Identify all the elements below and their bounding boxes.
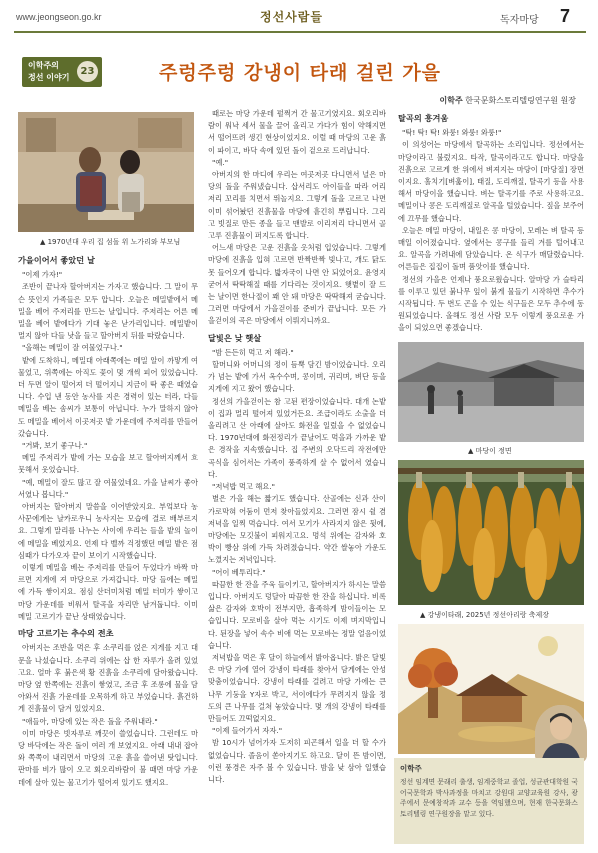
paragraph: "저녁밥 먹고 해요." xyxy=(212,482,276,492)
article-title: 주렁주렁 강냉이 타래 걸린 가을 xyxy=(158,62,442,84)
author-portrait xyxy=(535,705,587,763)
paragraph: 이렇게 메밀을 베는 주저리를 만들어 두었다가 바짝 마르면 지게에 져 마당으로 가져갑니다. 마당 들에는 메밀에 가득 쌓이지요. 점심 산더미처럼 메밀 터미가 쌓이고 마당 가운데를 비워서 탈곡을 자리만 남겨둡니다. 이미 메밀 고르기가 끝난 상태였습니다. xyxy=(18,563,198,621)
paragraph: "올해는 메밀이 잘 여물었구나." xyxy=(22,343,123,353)
section-heading: 탈곡의 흥겨움 xyxy=(398,113,449,123)
series-badge-line1: 이학주의 xyxy=(28,61,59,70)
paragraph: "애들아, 마당에 있는 작은 돌을 주워내라." xyxy=(22,716,158,726)
yard-photo xyxy=(398,342,584,442)
series-badge-line2: 정선 이야기 xyxy=(28,73,70,82)
article-column-3 xyxy=(398,108,584,335)
article-column-1 xyxy=(18,250,198,789)
series-badge xyxy=(22,57,102,87)
paragraph: 밭에 도착하니, 메밀대 아래쪽에는 메밀 알이 까맣게 여물었고, 위쪽에는 아직도 꽃이 몇 개씩 피어 있었습니다. 더 두면 알이 떨어져 더 떨어지니 지금이 딱 좋은 때였습니다. 수입 낸 동안 농사를 지은 경력이 있는 터라, 다들 메밀을 베는 솜씨가 보통이 아닙니다. 누가 말하지 않아도 메밀을 베어서 이곳저곳 밭 가운데에 주저리를 만들어 갔습니다. xyxy=(18,355,198,438)
author-profile-name: 이학주 xyxy=(400,764,422,773)
paragraph: 아버지는 조반을 먹은 후 소쿠리를 얹은 지게를 지고 대문을 나섰습니다. 소쿠리 위에는 삽 한 자루가 올려 있었고요. 얼마 후 붉은색 황 진흙을 소쿠리에 담아왔습니다. 마당 옆 한쪽에는 진흙이 쌓였고, 조금 후 조롱에 물을 담아와서 진흙 가운데를 오목하게 하고 부었습니다. 흙건하게 진흙물이 담겨 있었지요. xyxy=(18,643,198,714)
article-column-2 xyxy=(208,108,386,786)
couple-photo-caption: ▲ 1970년대 우리 집 섬돌 위 노가리와 부모님 xyxy=(40,238,181,246)
author-portrait-image xyxy=(535,705,587,763)
paragraph: 정선의 가을은 언제나 풍요로웠습니다. 알마당 가 슬타리를 이루고 있던 붉나무 잎이 붉게 물들기 시작하면 추수가 시작됩니다. 두 번도 곤을 수 있는 식구들은 모두 추수에 동원되었습니다. 올해도 정선 사람 모두 이렇게 풍요로운 가을이 되었으면 좋겠습니다. xyxy=(398,274,584,333)
series-number: 23 xyxy=(77,61,98,82)
yard-photo-image xyxy=(398,342,584,442)
paragraph: 때로는 마당 가운데 펄쩍거 간 물고기였지요. 회오리바람이 워낙 세서 물을 끌어 올리고 가다가 힘이 약해지면서 떨어뜨려 생긴 현상이었지요. 이럴 때 마당의 고운 흙이 파이고, 바닥 속에 있던 돌이 겉으로 드러납니다. xyxy=(208,109,386,155)
section-heading: 달빛은 낮 햇살 xyxy=(208,332,262,343)
paragraph: 아버지는 할아버지 말씀을 이어받았지요. 부엌보다 농사꾼에게는 날카로우니 농사지는 모습에 결로 배부르지요. 그렇게 말리를 나누는 사이에 우리는 들을 밭의 놀이에 메밀을 베었지요. 언제 다 벨까 걱정했던 메밀 밭은 점심때가 다가오자 끝이 보이기 시작했습니다. xyxy=(18,502,198,560)
paragraph: 할머니와 어머니의 정이 듬뿍 담긴 밤이었습니다. 오리가 넘는 밭에 가서 옥수수며, 콩이며, 귀리며, 벼단 등을 지게에 지고 왔어 했습니다. xyxy=(208,360,386,394)
paragraph: "밤 든든히 먹고 저 해라." xyxy=(212,347,294,357)
author-name: 이학주 xyxy=(439,96,463,105)
section-heading: 마당 고르기는 추수의 전초 xyxy=(18,628,114,639)
paragraph: 어느새 마당은 고운 진흙을 옷처럼 입었습니다. 그렇게 마당에 진흙을 입혀 고르면 반짝반짝 빛나고, 개도 닭도 못 들어오게 합니다. 밟자국이 나면 안 되었어요. 윤영지 굳어서 딱딱해질 때를 기다리는 것이지요. 햇볕이 잘 드는 날이면 한나절이 꽤 안 돼 마당은 딱딱해져 굳습니다. 그러면 마당에서 가을걷이를 준비가 끝납니다. 모든 가을걷이의 곡은 마당에서 이뤄지니까요. xyxy=(208,243,386,326)
paragraph: "이제 가자!" xyxy=(22,270,63,280)
paragraph: 따끔한 한 잔을 주욱 들이키고, 할아버지가 하시는 말씀입니다. 아버지도 덩달아 따끔한 한 잔을 하십니다. 비록 삶은 감자와 호박이 전부지만, 흡족하게 밤이들이는 모습입니다. 모로비을 살아 먹는 시기도 이제 며지막입니다. 된장을 넣어 속수 비애 먹는 모로바는 정말 얼음이었습니다. xyxy=(208,579,386,650)
paragraph: 밤 10시가 넘어가자 도저히 피곤해서 일을 더 할 수가 없었습니다. 졸음이 쏟아지기도 하고요. 달이 뜬 밤이면, 이런 풍경은 자주 볼 수 있습니다. 밤을 낮 삼아 일했습니다. xyxy=(208,738,386,784)
author-affiliation: 한국문화스토리텔링연구원 원장 xyxy=(465,96,576,105)
paragraph: "탁! 탁! 탁! 와룽! 와룽! 와룽!" xyxy=(402,128,502,138)
paragraph: "이제 들어가서 자자." xyxy=(212,726,283,736)
page-number: 7 xyxy=(560,6,571,26)
author-profile-bio: 정선 임계면 문래리 출생, 임계중학교 졸업, 성균관대학원 국어국문학과 박사과정을 마치고 강원대 교양교육원 강사, 광주에서 문예창작과 교수 등을 역임했으며, 현재 한국문화스토리텔링 연구원장을 맡고 있다. xyxy=(400,778,578,818)
section-heading: 가을이어서 좋았던 날 xyxy=(18,255,95,265)
byline xyxy=(440,95,576,106)
paragraph: 조반이 끝나자 할아버지는 가자고 했습니다. 그 말이 무슨 뜻인지 가족들은 모두 압니다. 오늘은 메밀밭에서 메밀을 베어 주저리를 만드는 날입니다. 주저리는 어른 메밀을 베어 밭에다가 기대 놓은 낟가리입니다. 메밀밭이 멀지 않아 다들 낫을 들고 할아버지 뒤를 따랐습니다. xyxy=(18,282,198,341)
couple-photo xyxy=(18,112,194,232)
corn-photo-image xyxy=(398,460,584,605)
paragraph: 별은 가을 해는 짧기도 했습니다. 산골에는 신과 산이 가로막혀 어둠이 먼저 찾아들었지요. 그러면 잠시 쉴 겸 저녁을 일찍 먹습니다. 여서 모기가 사라지지 않은 뒷에, 마당에는 모깃불이 피워지고요. 멍석 위에는 감자와 호박이 빵삼 위에 가득 차려졌습니다. 약간 쌀놓아 가운도 노꼈지는 저녁입니다. xyxy=(208,494,386,565)
header-rule xyxy=(14,31,586,33)
author-profile-box xyxy=(394,758,584,844)
corn-photo-caption: ▲ 강냉이타래, 2025년 정선아리랑 축제장 xyxy=(420,611,549,619)
corn-photo xyxy=(398,460,584,605)
paragraph: 메밀 주저리가 밭에 가는 모습을 보고 할아버지께서 흐뭇해서 웃었습니다. xyxy=(18,453,198,475)
paragraph: 저녁밥을 먹은 후 달이 하늘에서 밝아옵니다. 밝은 달빛은 마당 가에 열어 강냉이 타래를 찾아서 담게에는 안성맞춤이었습니다. 강냉이 타래를 걸려고 마당 가에는 큰 나무 기둥을 Y자로 박고, 서이에다가 무려지지 않을 정도의 큰 나무를 걸쳐 놓았습니다. 몇 개의 강냉이 타래를 만들어도 끄떡없지요. xyxy=(208,652,386,723)
site-url[interactable]: www.jeongseon.go.kr xyxy=(16,12,102,22)
section-name: 독자마당 xyxy=(500,15,539,26)
paragraph: "어이 베투리다." xyxy=(212,567,266,577)
paragraph: 오늘은 메밀 마당이, 내일은 콩 마당이, 모레는 벼 탈곡 등 매일 이어졌습니다. 옆에서는 콩구를 들리 겨를 털어내고요. 알곡을 가려내에 담았습니다. 온 식구가 매달렸습니다. 어른들은 집집이 돌며 품앗이를 했습니다. xyxy=(398,225,584,272)
paragraph: "거봐, 보기 좋구나." xyxy=(22,441,88,451)
masthead: 정선사람들 xyxy=(260,10,323,24)
couple-photo-image xyxy=(18,112,194,232)
page-header xyxy=(0,0,598,40)
paragraph: 이 의성어는 마당에서 탈곡하는 소리입니다. 정선에서는 마당이라고 불렀지요. 타작, 탈곡이라고도 합니다. 마당을 진흙으로 고르게 한 위에서 벼져지는 마당이 [마당질] 장면이지요. 홀치기[벼훑이], 태질, 도리깨질, 탈곡기 등을 사용해서 마당이을 했습니다. 벼는 탈곡기를 주로 사용하고요. 메밀이나 콩은 도리깨질로 알곡을 털었습니다. 짚을 보주어에 끄무를 했습니다. xyxy=(398,140,584,223)
yard-photo-caption: ▲ 마당이 정면 xyxy=(468,447,512,455)
paragraph: 아버지의 한 마디에 우리는 여곳저곳 다니면서 널은 마당의 돌을 주워냈습니다. 삽서리도 아이들을 따라 어리저리 꼬리를 치면서 뛰놀지요. 그렇게 돌을 고르고 나면 이미 섞어놨던 진흙물을 마당에 흩긴히 뿌립니다. 그리고 빗질로 만든 종을 들고 맨발로 이리저리 다니면서 골고루 진흙물이 퍼지도록 합니다. xyxy=(208,170,386,241)
paragraph: "예, 메밀이 잘도 많고 잘 여물었네요. 가을 날씨가 좋아서였나 봅니다." xyxy=(18,477,198,499)
paragraph: "예." xyxy=(212,157,229,167)
paragraph: 정선의 가을걷이는 참 고된 편장이었습니다. 대개 논밭이 집과 멀리 떨어져 있었거든요. 조급이라도 소출을 더 올리려고 산 아래에 살아도 화전을 일렀을 수 없었습니다. 1970년대에 화전정리가 끝날어도 먹을과 가까운 밭은 경작을 지속했습니다. 집 주변의 오닥드리 작전에만 곡식을 심어서는 가족이 풍족하게 살 수 없어서 였습니다. xyxy=(208,396,386,479)
paragraph: 이미 마당은 빗자루로 깨끗이 쓸었습니다. 그런데도 마당 바닥에는 작은 돌이 여러 개 보였지요. 아래 내내 잡아와 쪽쪽이 내리면서 마당의 고운 흙을 쓸어낸 탓입니다. 판마를 비가 많이 오고 회오리바람이 불 때면 마당 가운데에 살아 있는 물고기가 떨어져 있기도 했지요. xyxy=(18,728,198,787)
